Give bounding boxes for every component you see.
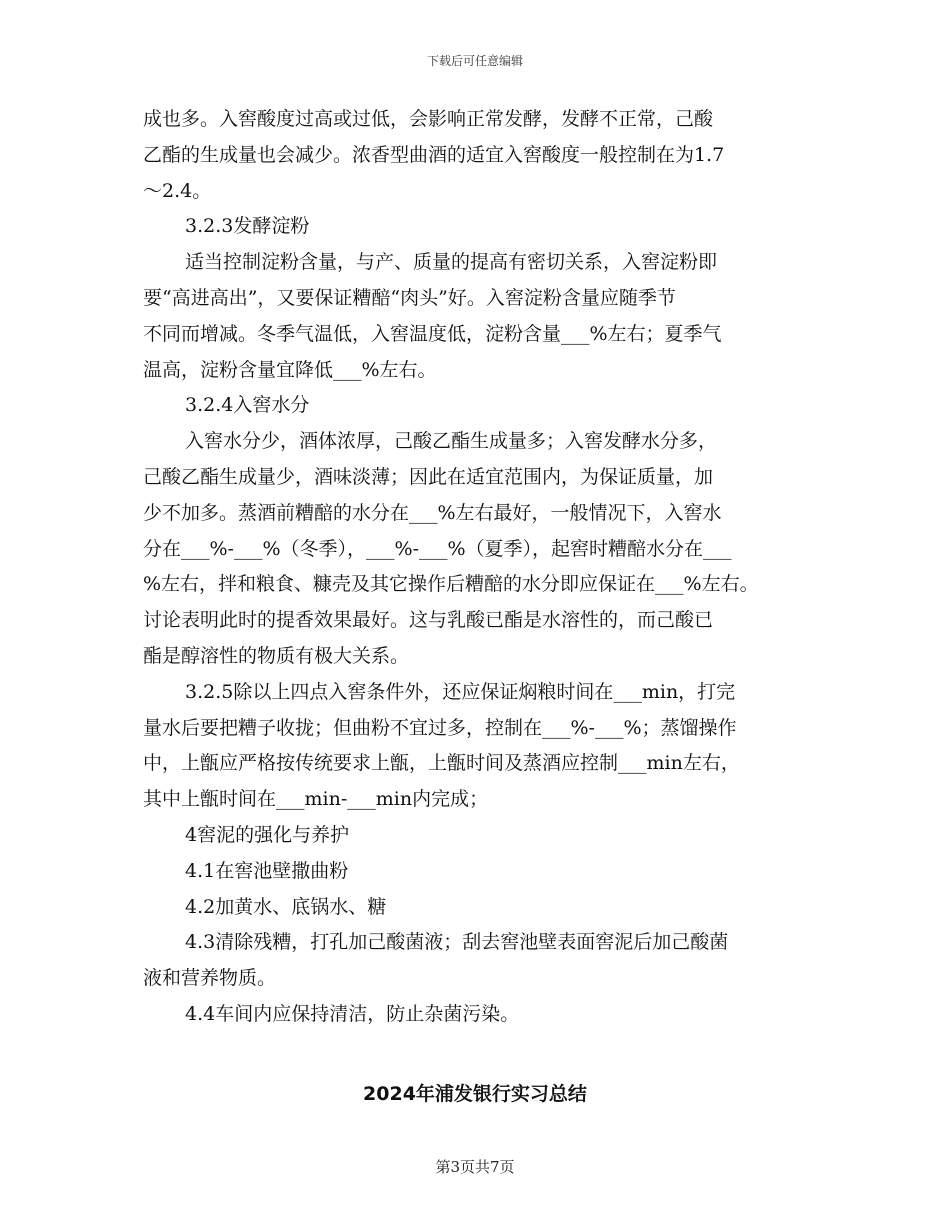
text-line: 3.2.3发酵淀粉 <box>185 215 310 238</box>
text-line: 中，上甑应严格按传统要求上甑，上甑时间及蒸酒应控制___min左右， <box>143 752 740 775</box>
text-line: 3.2.5除以上四点入窖条件外，还应保证焖粮时间在___min，打完 <box>185 680 736 703</box>
text-line: 其中上甑时间在___min-___min内完成； <box>143 788 489 811</box>
text-line: 分在___%-___%（冬季），___%-___%（夏季），起窖时糟醅水分在___ <box>143 537 732 560</box>
text-line: %左右，拌和粮食、糠壳及其它操作后糟醅的水分即应保证在___%左右。 <box>143 573 759 596</box>
document-title: 2024年浦发银行实习总结 <box>363 1083 587 1105</box>
text-line: 己酸乙酯生成量少，酒味淡薄；因此在适宜范围内，为保证质量，加 <box>143 465 714 488</box>
text-line: 酯是醇溶性的物质有极大关系。 <box>143 644 410 667</box>
text-line: 4.3清除残糟，打孔加己酸菌液；刮去窖池壁表面窖泥后加己酸菌 <box>185 931 729 954</box>
text-line: 液和营养物质。 <box>143 967 277 990</box>
text-line: 不同而增减。冬季气温低，入窖温度低，淀粉含量___%左右；夏季气 <box>143 322 722 345</box>
text-line: 成也多。入窖酸度过高或过低，会影响正常发酵，发酵不正常，己酸 <box>143 108 714 130</box>
text-line: 4.1在窖池壁撒曲粉 <box>185 859 349 882</box>
text-line: 温高，淀粉含量宜降低___%左右。 <box>143 358 437 381</box>
text-line: 4.2加黄水、底锅水、糖 <box>185 895 387 918</box>
text-line: 少不加多。蒸酒前糟醅的水分在___%左右最好，一般情况下，入窖水 <box>143 501 722 524</box>
page-header: 下载后可任意编辑 <box>426 54 523 68</box>
page-footer: 第3页共7页 <box>435 1158 515 1176</box>
document-body <box>143 108 815 1039</box>
text-line: 量水后要把糟子收拢；但曲粉不宜过多，控制在___%-___%；蒸馏操作 <box>143 716 737 739</box>
text-line: 讨论表明此时的提香效果最好。这与乳酸已酯是水溶性的，而己酸已 <box>143 609 714 632</box>
text-line: ～2.4。 <box>143 179 212 202</box>
text-line: 4.4车间内应保持清洁，防止杂菌污染。 <box>185 1002 520 1025</box>
text-line: 3.2.4入窖水分 <box>185 394 310 417</box>
text-line: 乙酯的生成量也会减少。浓香型曲酒的适宜入窖酸度一般控制在为1.7 <box>143 143 725 166</box>
text-line: 适当控制淀粉含量，与产、质量的提高有密切关系，入窖淀粉即 <box>185 251 718 274</box>
text-line: 入窖水分少，酒体浓厚，己酸乙酯生成量多；入窖发酵水分多， <box>185 430 718 453</box>
text-line: 要“高进高出”，又要保证糟醅“肉头”好。入窖淀粉含量应随季节 <box>143 286 676 309</box>
text-line: 4窖泥的强化与养护 <box>185 823 350 846</box>
